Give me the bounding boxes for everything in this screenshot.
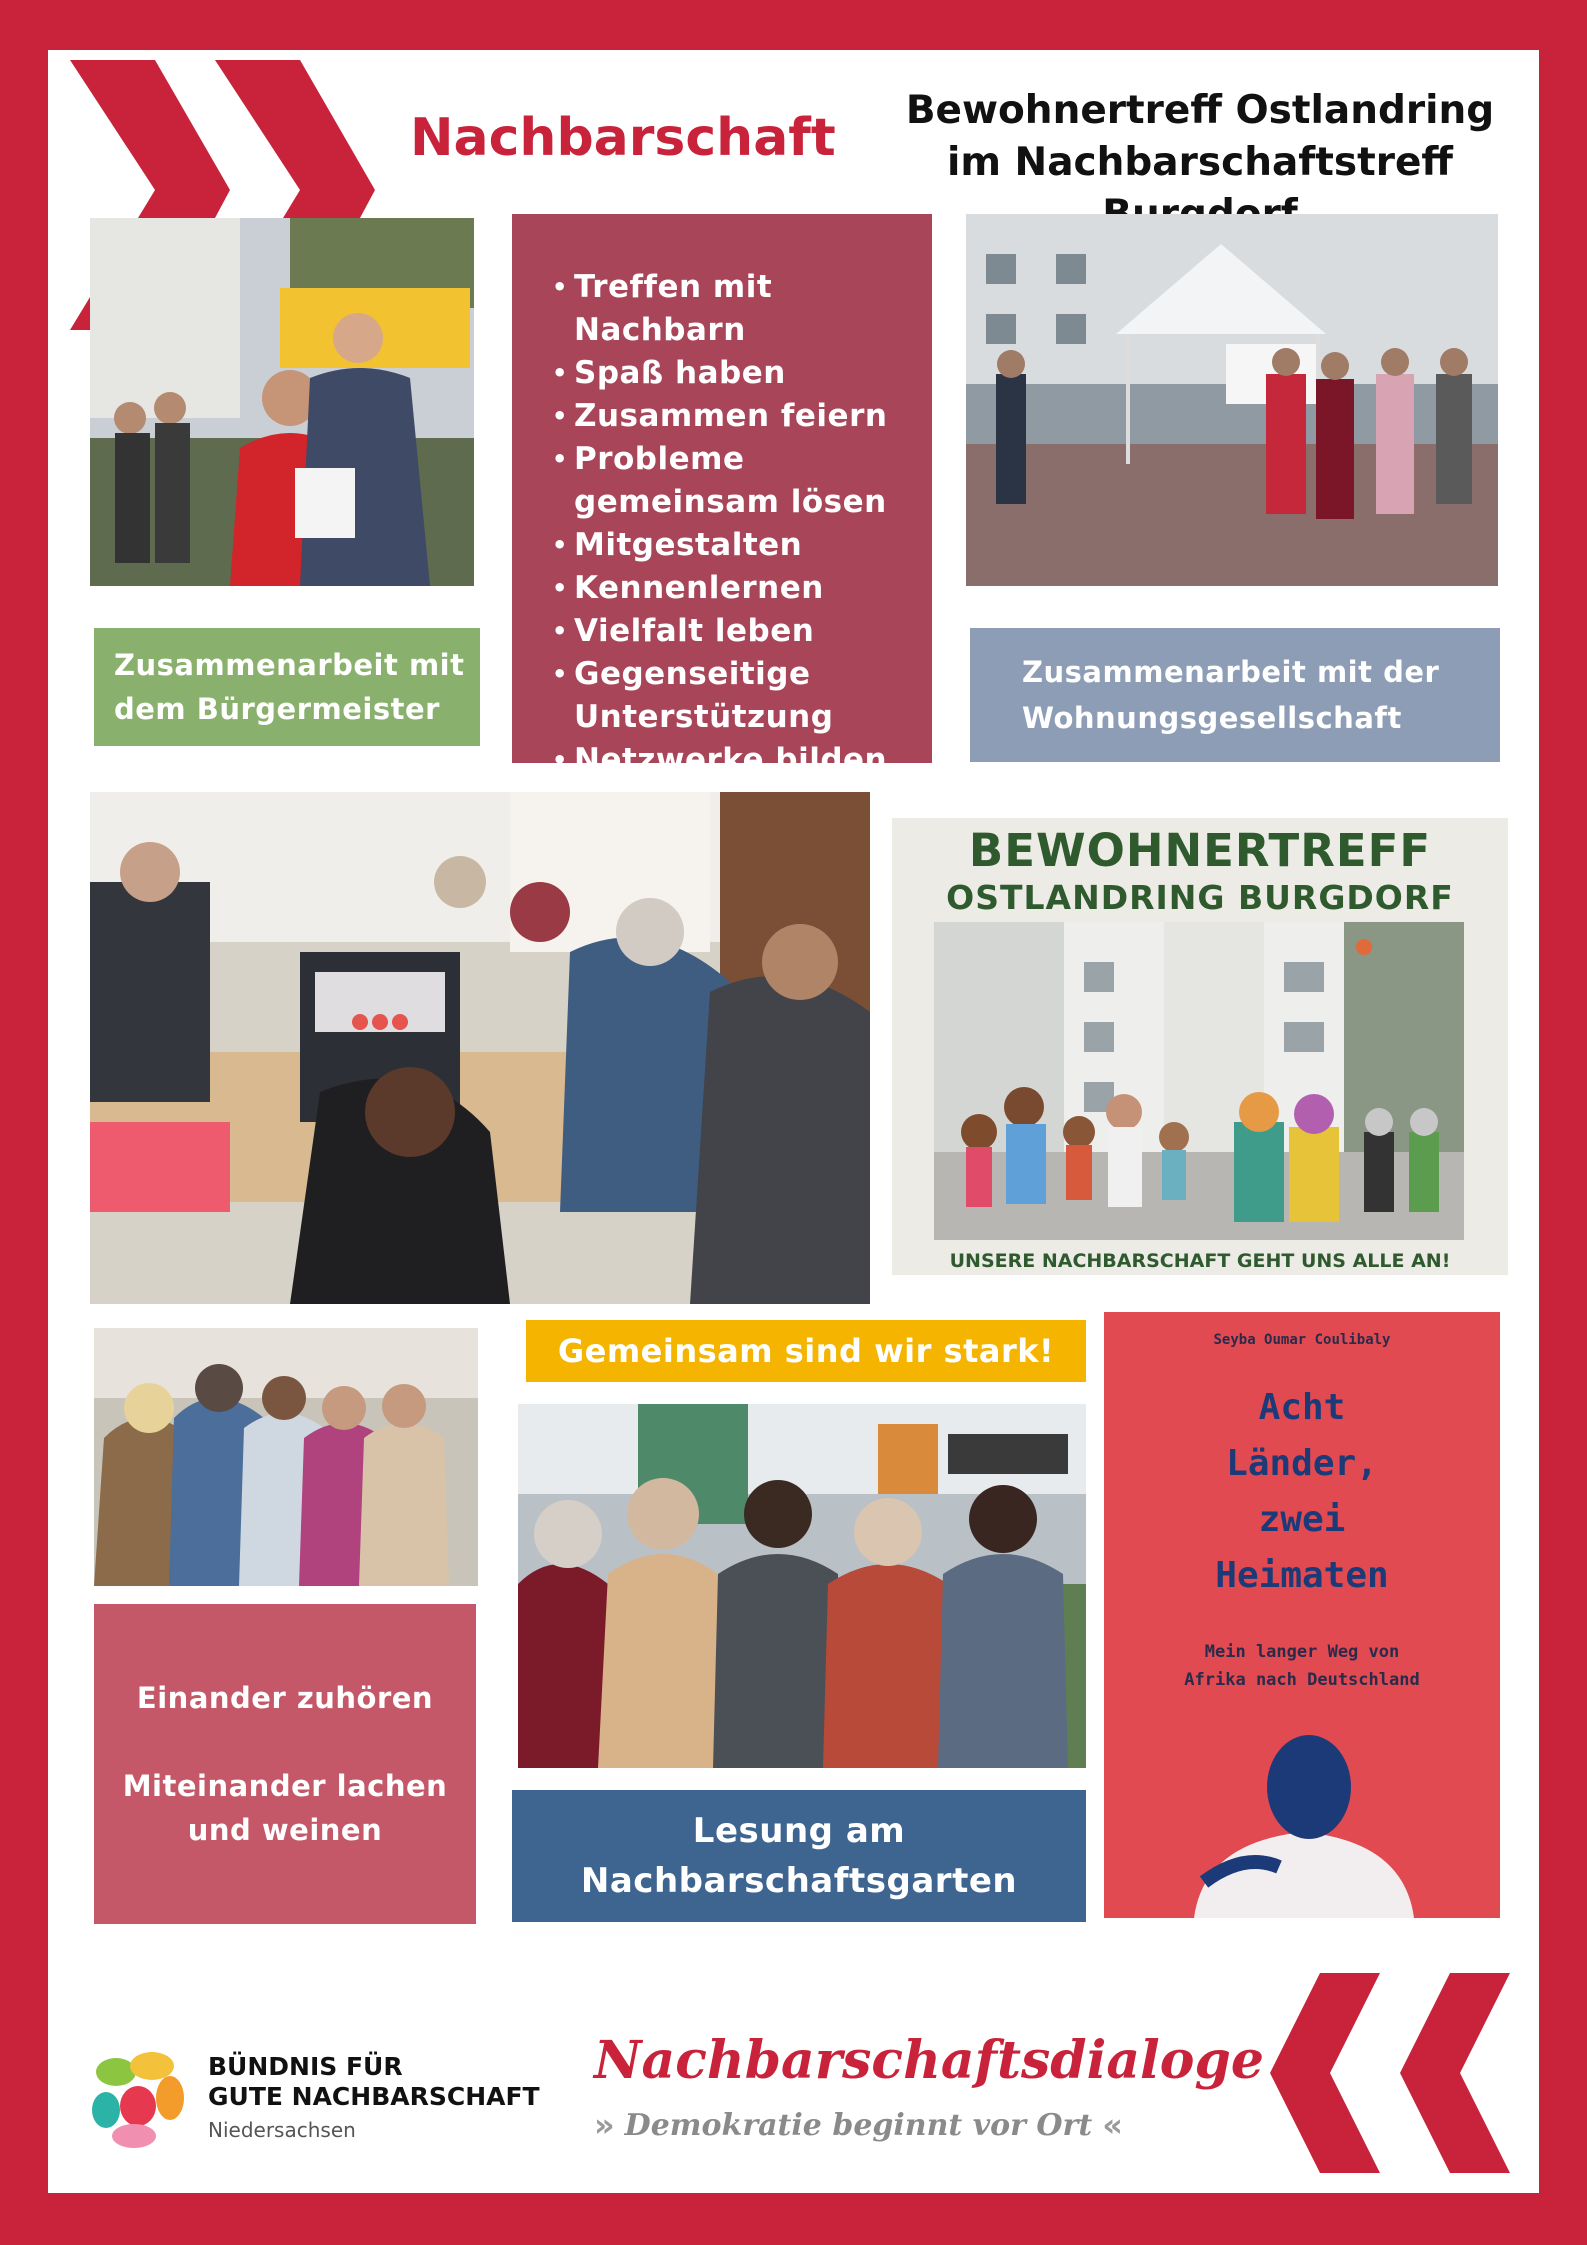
poster-title-line-2: OSTLANDRING BURGDORF: [946, 878, 1454, 917]
photo-tent: [966, 214, 1498, 586]
book-cover: [1104, 1312, 1500, 1918]
alliance-name-line-2: GUTE NACHBARSCHAFT: [208, 2082, 540, 2111]
listen-box: [94, 1604, 476, 1924]
listen-line: Einander zuhören: [136, 1681, 434, 1715]
brand-tagline-row: [594, 2106, 1174, 2144]
book-subtitle-line-2: Afrika nach Deutschland: [1184, 1670, 1420, 1690]
reading-box: [512, 1790, 1086, 1922]
chevron-left-icon: «: [1102, 2106, 1123, 2144]
activity-item: • Netzwerke bilden: [550, 739, 932, 782]
brand-wordmark: Nachbarschaftsdialoge: [594, 2030, 1264, 2091]
activity-item: • Zusammen feiern: [550, 395, 932, 438]
photo-women: [94, 1328, 478, 1586]
activity-item: • Gegenseitige Unterstützung: [550, 653, 932, 739]
subtitle-line-1: Bewohnertreff Ostlandring: [905, 88, 1495, 133]
photo-mayor: [90, 218, 474, 586]
poster-illustration: [934, 922, 1464, 1240]
housing-box: [970, 628, 1500, 762]
mayor-box-line-1: Zusammenarbeit mit: [114, 648, 465, 682]
laugh-line-2: und weinen: [187, 1813, 383, 1847]
book-subtitle-line-1: Mein langer Weg von: [1204, 1642, 1400, 1662]
book-author: Seyba Oumar Coulibaly: [1213, 1332, 1391, 1348]
photo-meeting: [90, 792, 870, 1304]
quote-close-icon: [1270, 1968, 1570, 2178]
alliance-name-line-1: BÜNDNIS FÜR: [208, 2052, 403, 2081]
activities-box: [512, 214, 932, 778]
mayor-box: [94, 628, 480, 746]
book-portrait-icon: [1184, 1732, 1424, 1918]
chevron-right-icon: »: [594, 2106, 615, 2144]
photo-garden: [518, 1404, 1086, 1768]
activity-item: • Kennenlernen: [550, 567, 932, 610]
laugh-line-1: Miteinander lachen: [122, 1769, 448, 1803]
book-subtitle: [1104, 1638, 1500, 1694]
mayor-box-line-2: dem Bürgermeister: [114, 692, 440, 726]
poster-title-line-1: BEWOHNERTREFF: [968, 824, 1432, 877]
book-title-line-3: zwei: [1258, 1499, 1346, 1540]
reading-line-1: Lesung am: [692, 1811, 906, 1851]
housing-box-line-2: Wohnungsgesellschaft: [1022, 701, 1402, 735]
activity-item: • Mitgestalten: [550, 524, 932, 567]
housing-box-line-1: Zusammenarbeit mit der: [1022, 655, 1440, 689]
book-title-line-2: Länder,: [1226, 1443, 1378, 1484]
alliance-logo-icon: [86, 2046, 190, 2150]
poster-footer: UNSERE NACHBARSCHAFT GEHT UNS ALLE AN!: [949, 1250, 1451, 1272]
resident-poster: [892, 818, 1508, 1275]
activities-list: [550, 266, 932, 782]
alliance-region: Niedersachsen: [208, 2118, 356, 2142]
alliance-name: [208, 2052, 540, 2112]
activity-item: • Spaß haben: [550, 352, 932, 395]
book-title: [1104, 1380, 1500, 1604]
book-title-line-1: Acht: [1258, 1387, 1346, 1428]
activity-item: • Treffen mit Nachbarn: [550, 266, 932, 352]
page-title: Nachbarschaft: [410, 108, 836, 168]
together-banner: Gemeinsam sind wir stark!: [526, 1320, 1086, 1382]
brand-tagline: Demokratie beginnt vor Ort: [624, 2107, 1093, 2143]
subtitle-line-2: im Nachbarschaftstreff: [946, 140, 1454, 185]
book-title-line-4: Heimaten: [1215, 1555, 1389, 1596]
activity-item: • Vielfalt leben: [550, 610, 932, 653]
activity-item: • Probleme gemeinsam lösen: [550, 438, 932, 524]
reading-line-2: Nachbarschaftsgarten: [580, 1861, 1018, 1901]
